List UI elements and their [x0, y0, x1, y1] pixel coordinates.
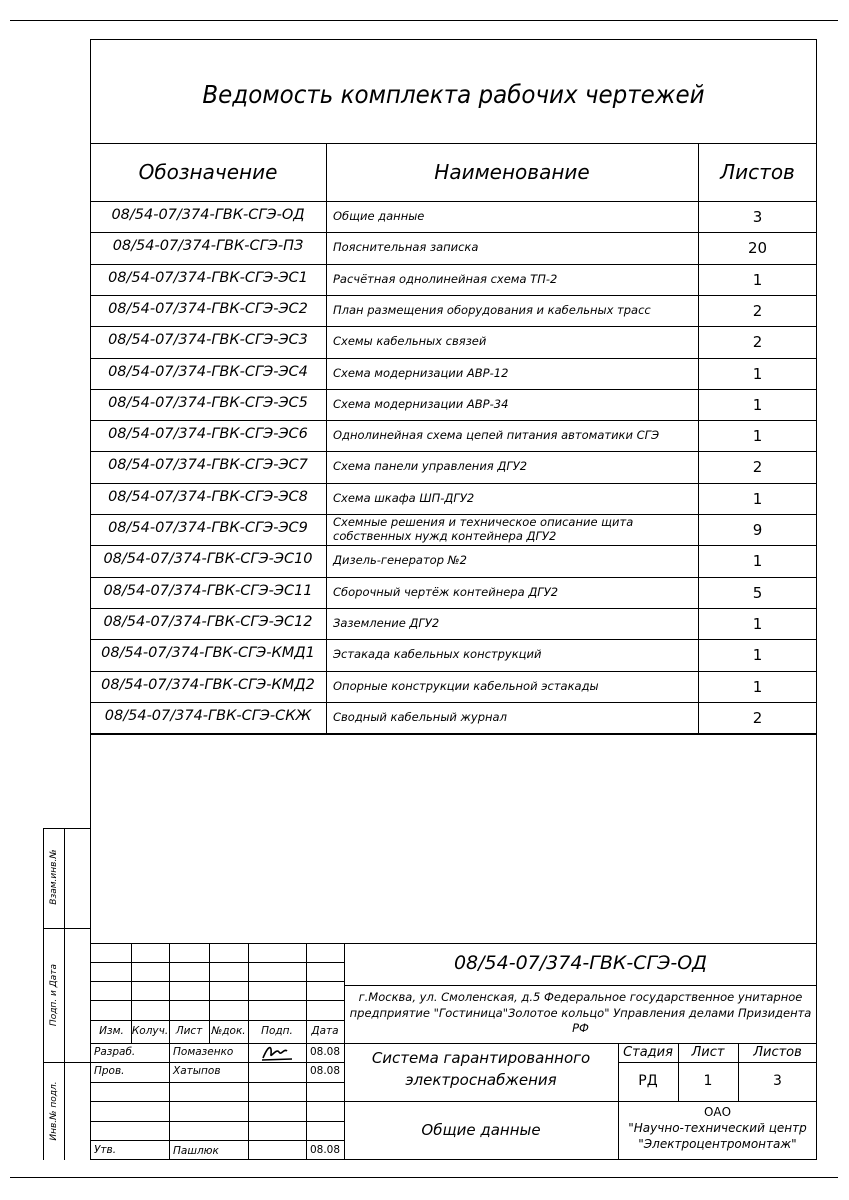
row-divider — [90, 702, 817, 703]
row-code: 08/54-07/374-ГВК-СГЭ-ЭС6 — [108, 426, 308, 443]
side-strip-mid — [64, 828, 65, 1160]
stamp-top-line — [90, 943, 817, 944]
row-name: Схемные решения и техническое описание щита — [333, 515, 634, 529]
row-sheets: 5 — [752, 583, 763, 602]
row-sheets: 9 — [752, 521, 763, 539]
row-sheets: 2 — [752, 458, 763, 477]
stamp-address-line3: РФ — [572, 1021, 589, 1035]
stamp-system-line1: Система гарантированного — [371, 1049, 591, 1067]
side-strip-sep2 — [43, 1062, 90, 1063]
row-code: 08/54-07/374-ГВК-СГЭ-ОД — [111, 207, 305, 223]
row-code: 08/54-07/374-ГВК-СГЭ-ЭС5 — [108, 394, 308, 411]
row-divider — [90, 389, 817, 390]
row-name-line2: собственных нужд контейнера ДГУ2 — [333, 529, 557, 543]
stamp-stage-label: Стадия — [623, 1045, 673, 1060]
row-code: 08/54-07/374-ГВК-СГЭ-ЭС1 — [108, 269, 308, 286]
row-sheets: 1 — [752, 395, 763, 414]
row-divider — [90, 545, 817, 546]
row-code: 08/54-07/374-ГВК-СГЭ-ЭС8 — [108, 488, 308, 505]
row-divider — [90, 608, 817, 609]
row-name: Эстакада кабельных конструкций — [333, 647, 542, 662]
row-name: Сборочный чертёж контейнера ДГУ2 — [333, 584, 559, 599]
stamp-utv-label: Утв. — [94, 1144, 117, 1156]
header-designation: Обозначение — [138, 160, 278, 184]
row-code: 08/54-07/374-ГВК-СГЭ-ПЗ — [112, 238, 304, 255]
side-vzam-label: Взам.инв.№ — [49, 849, 59, 905]
row-divider — [90, 451, 817, 452]
stamp-org-line1: ОАО — [703, 1105, 732, 1119]
row-divider — [90, 671, 817, 672]
row-name: Общие данные — [333, 209, 425, 223]
stamp-right-line — [344, 985, 817, 986]
row-sheets: 3 — [752, 208, 763, 226]
row-code: 08/54-07/374-ГВК-СГЭ-ЭС11 — [103, 582, 313, 599]
row-sheets: 1 — [752, 427, 763, 446]
row-sheets: 1 — [752, 364, 763, 383]
side-inv-label: Инв.№ подл. — [49, 1081, 59, 1141]
row-divider — [90, 639, 817, 640]
row-name: Опорные конструкции кабельной эстакады — [333, 678, 599, 693]
row-name: Схема модернизации АВР-12 — [333, 365, 509, 380]
row-code: 08/54-07/374-ГВК-СГЭ-ЭС9 — [108, 520, 308, 536]
side-strip-top — [43, 828, 90, 829]
row-name: Дизель-генератор №2 — [333, 553, 467, 568]
row-sheets: 20 — [747, 239, 768, 258]
row-code: 08/54-07/374-ГВК-СГЭ-СКЖ — [104, 707, 312, 724]
stamp-col-line — [169, 943, 170, 1160]
stamp-list-label: Лист — [691, 1045, 725, 1060]
stamp-razrab-name: Помазенко — [173, 1046, 234, 1058]
row-divider — [90, 577, 817, 578]
row-name: Однолинейная схема цепей питания автоматики СГЭ — [333, 428, 660, 443]
row-code: 08/54-07/374-ГВК-СГЭ-ЭС3 — [108, 332, 308, 349]
stamp-col-line — [248, 943, 249, 1160]
top-border-line — [10, 20, 838, 21]
header-bottom-line — [90, 201, 817, 202]
row-sheets: 2 — [752, 301, 763, 320]
row-name: Расчётная однолинейная схема ТП-2 — [333, 271, 558, 286]
row-divider — [90, 326, 817, 327]
row-divider — [90, 264, 817, 265]
row-sheets: 1 — [752, 270, 763, 289]
stamp-org-line2: "Научно-технический центр — [628, 1121, 807, 1135]
row-sheets: 1 — [752, 614, 763, 633]
row-divider — [90, 420, 817, 421]
table-top-line — [90, 143, 817, 144]
stamp-prov-label: Пров. — [94, 1065, 125, 1077]
row-name: Заземление ДГУ2 — [333, 615, 440, 630]
row-sheets: 1 — [752, 489, 763, 508]
stamp-stage-value: РД — [638, 1073, 658, 1089]
row-divider — [90, 232, 817, 233]
row-divider — [90, 483, 817, 484]
table-bottom-line — [90, 734, 817, 735]
stamp-org-line3: "Электроцентромонтаж" — [638, 1137, 797, 1151]
row-divider — [90, 358, 817, 359]
stamp-system-line2: электроснабжения — [405, 1071, 557, 1089]
side-strip-left — [43, 828, 44, 1160]
stamp-col-ndok: №док. — [211, 1025, 246, 1037]
stamp-razrab-date: 08.08 — [309, 1046, 341, 1058]
stamp-col-koluch: Колуч. — [131, 1025, 169, 1037]
row-code: 08/54-07/374-ГВК-СГЭ-ЭС2 — [108, 300, 308, 317]
stamp-col-data: Дата — [311, 1025, 339, 1037]
stamp-utv-name: Пашлюк — [173, 1145, 219, 1157]
row-code: 08/54-07/374-ГВК-СГЭ-ЭС12 — [103, 613, 313, 630]
row-name: Пояснительная записка — [333, 240, 479, 255]
stamp-sheet-title: Общие данные — [421, 1121, 541, 1139]
row-sheets: 1 — [752, 646, 763, 665]
stamp-address-line2: предприятие "Гостиница"Золотое кольцо" Управления делами Призидента — [349, 1006, 812, 1020]
side-podp-label: Подп. и Дата — [49, 963, 59, 1027]
stamp-doc-code: 08/54-07/374-ГВК-СГЭ-ОД — [453, 952, 708, 974]
row-name: План размещения оборудования и кабельных трасс — [333, 302, 651, 317]
stamp-utv-date: 08.08 — [309, 1144, 341, 1156]
side-strip-sep1 — [43, 928, 90, 929]
row-name: Схема шкафа ШП-ДГУ2 — [333, 490, 475, 505]
header-sheets: Листов — [720, 160, 795, 184]
stamp-prov-date: 08.08 — [309, 1065, 341, 1077]
stamp-prov-name: Хатыпов — [173, 1065, 221, 1077]
row-name: Схема панели управления ДГУ2 — [333, 459, 528, 474]
row-name: Схемы кабельных связей — [333, 334, 487, 349]
stamp-lists-value: 3 — [773, 1073, 782, 1089]
row-name: Сводный кабельный журнал — [333, 709, 507, 724]
row-divider — [90, 295, 817, 296]
row-code: 08/54-07/374-ГВК-СГЭ-ЭС7 — [108, 457, 308, 474]
stamp-row-line — [90, 1043, 817, 1044]
row-code: 08/54-07/374-ГВК-СГЭ-КМД1 — [101, 645, 315, 662]
row-name: Схема модернизации АВР-34 — [333, 396, 509, 411]
stamp-list-value: 1 — [703, 1073, 713, 1089]
stamp-col-podp: Подп. — [261, 1025, 293, 1037]
page-title: Ведомость комплекта рабочих чертежей — [202, 80, 705, 109]
stamp-razrab-label: Разраб. — [94, 1046, 136, 1058]
stamp-right-line — [618, 1062, 817, 1063]
row-divider — [90, 733, 817, 734]
bottom-border-line — [10, 1177, 838, 1178]
row-code: 08/54-07/374-ГВК-СГЭ-ЭС4 — [108, 363, 308, 380]
stamp-col-izm: Изм. — [99, 1025, 124, 1037]
stamp-right-line — [344, 1101, 817, 1102]
stamp-col-list: Лист — [175, 1025, 203, 1037]
row-sheets: 2 — [752, 333, 763, 352]
signature-image — [260, 1042, 294, 1062]
stamp-lists-label: Листов — [753, 1045, 802, 1060]
row-sheets: 2 — [752, 708, 763, 727]
row-code: 08/54-07/374-ГВК-СГЭ-КМД2 — [101, 676, 315, 693]
row-sheets: 1 — [752, 552, 763, 571]
header-name: Наименование — [434, 160, 590, 184]
row-code: 08/54-07/374-ГВК-СГЭ-ЭС10 — [103, 551, 313, 568]
row-sheets: 1 — [752, 677, 763, 696]
stamp-address-line1: г.Москва, ул. Смоленская, д.5 Федеральное государственное унитарное — [358, 990, 803, 1004]
